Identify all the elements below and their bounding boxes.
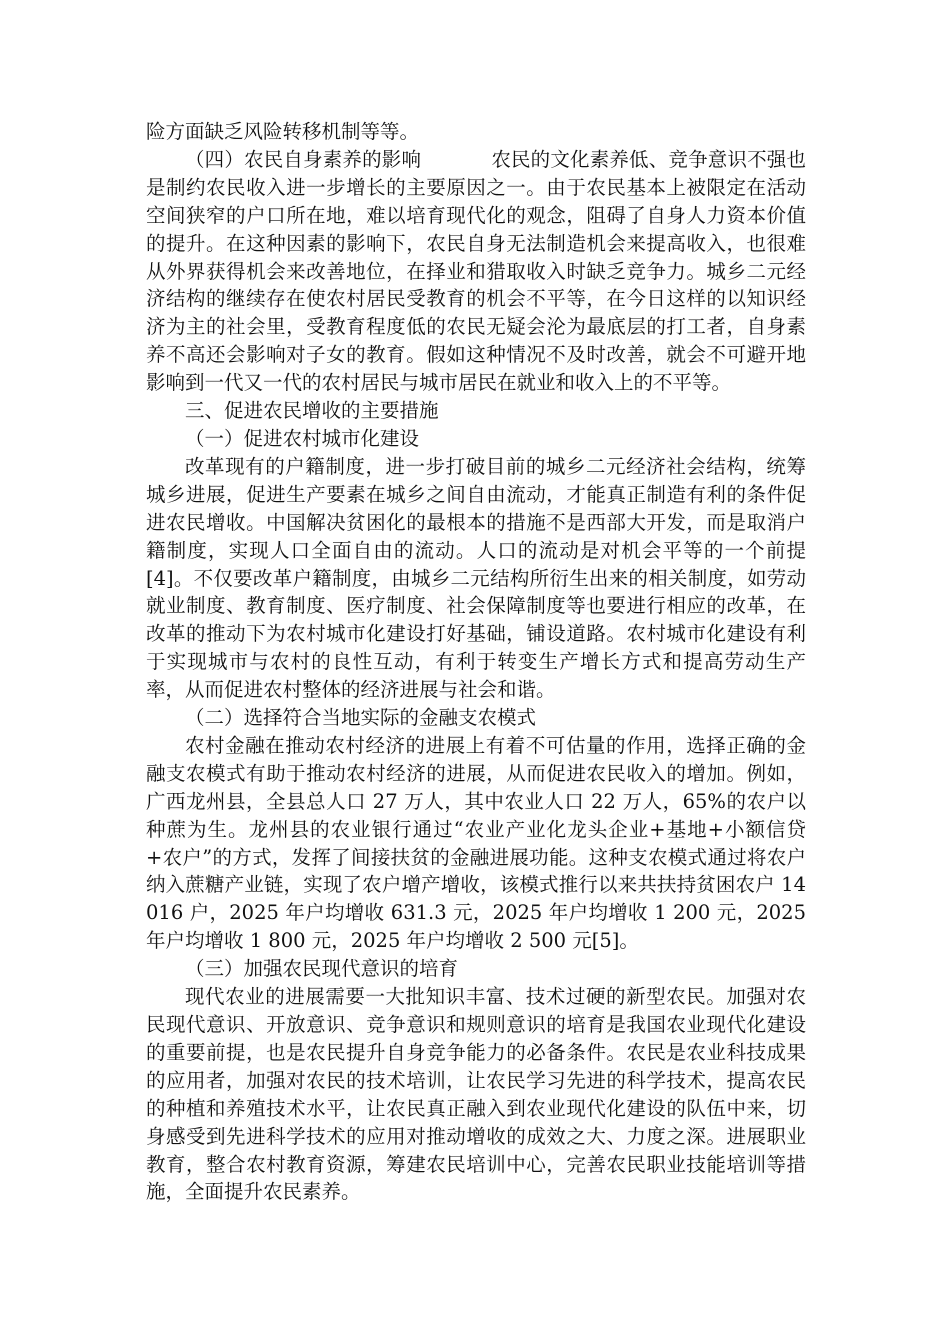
paragraph-farmer-quality bbox=[146, 146, 806, 397]
paragraph-risk-continuation: 险方面缺乏风险转移机制等等。 bbox=[146, 120, 420, 143]
document-body bbox=[146, 118, 806, 1206]
subsection-heading-1: （一）促进农村城市化建设 bbox=[185, 426, 420, 450]
section-heading-4: （四）农民自身素养的影响 bbox=[185, 147, 422, 171]
paragraph-finance-model: 农村金融在推动农村经济的进展上有着不可估量的作用，选择正确的金融支农模式有助于推动农村经济的进展，从而促进农民收入的增加。例如，广西龙州县，全县总人口 27 万人，其中农业人口 22 万人，65%的农户以种蔗为生。龙州县的农业银行通过“农业产业化龙头企业+基地+小额信贷+农户”的方式，发挥了间接扶贫的金融进展功能。这种支农模式通过将农户纳入蔗糖产业链，实现了农户增产增收，该模式推行以来共扶持贫困农户 14 016 户，2025 年户均增收 631.3 元，2025 年户均增收 1 200 元，2025 年户均增收 1 800 元，2025 年户均增收 2 500 元[5]。 bbox=[146, 733, 806, 953]
paragraph-urbanization: 改革现有的户籍制度，进一步打破目前的城乡二元经济社会结构，统筹城乡进展，促进生产要素在城乡之间自由流动，才能真正制造有利的条件促进农民增收。中国解决贫困化的最根本的措施不是西部大开发，而是取消户籍制度，实现人口全面自由的流动。人口的流动是对机会平等的一个前提[4]。不仅要改革户籍制度，由城乡二元结构所衍生出来的相关制度，如劳动就业制度、教育制度、医疗制度、社会保障制度等也要进行相应的改革，在改革的推动下为农村城市化建设打好基础，铺设道路。农村城市化建设有利于实现城市与农村的良性互动，有利于转变生产增长方式和提高劳动生产率，从而促进农村整体的经济进展与社会和谐。 bbox=[146, 454, 806, 702]
subsection-heading-2: （二）选择符合当地实际的金融支农模式 bbox=[185, 706, 537, 730]
section-title-measures: 三、促进农民增收的主要措施 bbox=[185, 399, 439, 423]
paragraph-farmer-quality-text: 农民的文化素养低、竞争意识不强也是制约农民收入进一步增长的主要原因之一。由于农民基本上被限定在活动空间狭窄的户口所在地，难以培育现代化的观念，阻碍了自身人力资本价值的提升。在这种因素的影响下，农民自身无法制造机会来提高收入，也很难从外界获得机会来改善地位，在择业和猎取收入时缺乏竞争力。城乡二元经济结构的继续存在使农村居民受教育的机会不平等，在今日这样的以知识经济为主的社会里，受教育程度低的农民无疑会沦为最底层的打工者，自身素养不高还会影响对子女的教育。假如这种情况不及时改善，就会不可避开地影响到一代又一代的农村居民与城市居民在就业和收入上的不平等。 bbox=[146, 147, 806, 395]
paragraph-modern-awareness: 现代农业的进展需要一大批知识丰富、技术过硬的新型农民。加强对农民现代意识、开放意识、竞争意识和规则意识的培育是我国农业现代化建设的重要前提，也是农民提升自身竞争能力的必备条件。农民是农业科技成果的应用者，加强对农民的技术培训，让农民学习先进的科学技术，提高农民的种植和养殖技术水平，让农民真正融入到农业现代化建设的队伍中来，切身感受到先进科学技术的应用对推动增收的成效之大、力度之深。进展职业教育，整合农村教育资源，筹建农民培训中心，完善农民职业技能培训等措施，全面提升农民素养。 bbox=[146, 985, 806, 1204]
subsection-heading-3: （三）加强农民现代意识的培育 bbox=[185, 957, 459, 981]
